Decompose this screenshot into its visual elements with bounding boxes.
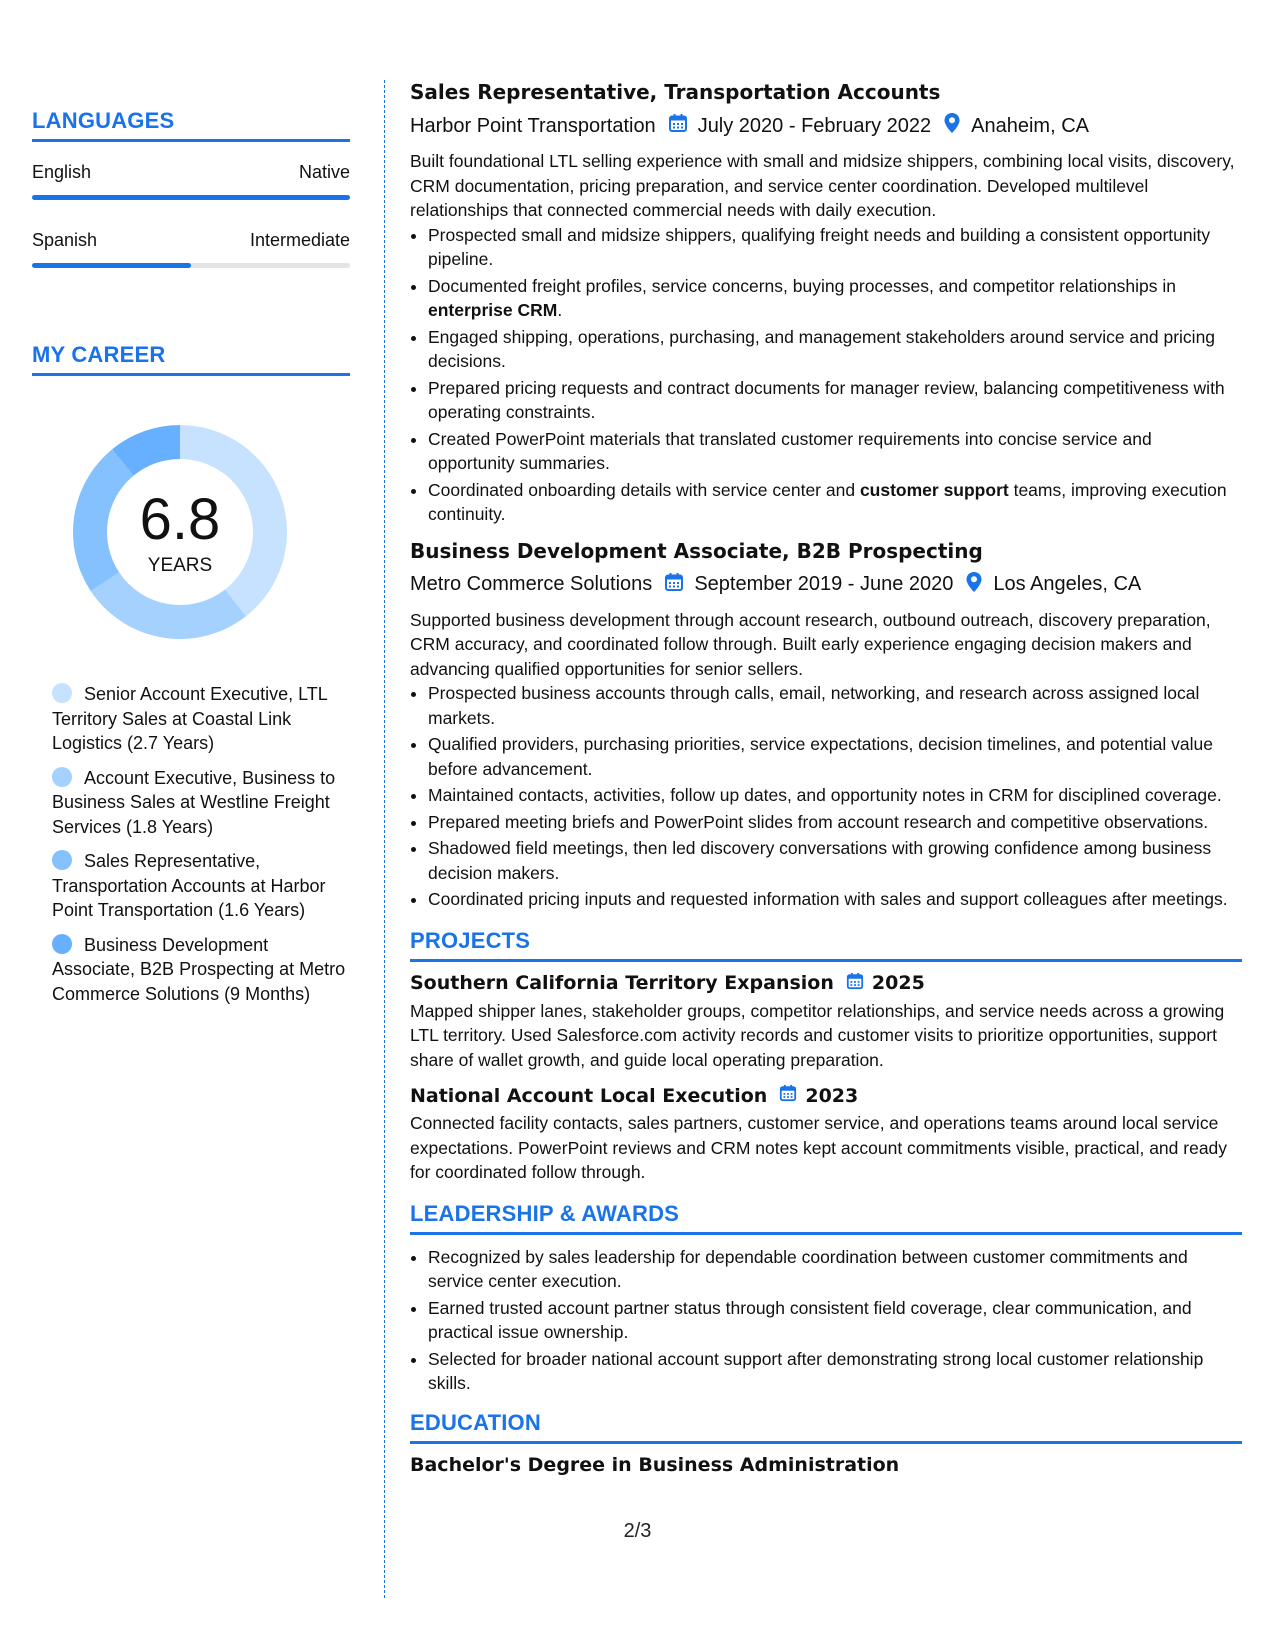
project-title: Southern California Territory Expansion — [410, 972, 834, 994]
language-proficiency-bar — [32, 263, 350, 268]
job-bullet — [428, 732, 1242, 781]
project-year: 2023 — [805, 1084, 859, 1107]
location-pin-icon — [965, 571, 983, 599]
language-level: Native — [298, 162, 350, 182]
job-bullet — [428, 325, 1242, 374]
project-description: Connected facility contacts, sales partners, customer service, and operations teams around local service expectations. PowerPoint reviews and CRM notes kept account commitments visible, practical, and ready for coordinated follow through. — [410, 1113, 1228, 1182]
language-proficiency-bar — [32, 195, 350, 200]
legend-label: Sales Representative, Transportation Accounts at Harbor Point Transportation (1.6 Years) — [52, 851, 326, 920]
language-proficiency-fill — [32, 263, 191, 268]
legend-item — [52, 849, 350, 923]
job-company: Metro Commerce Solutions — [410, 573, 653, 595]
bullet-text: Prospected small and midsize shippers, qualifying freight needs and building a consistent opportunity pipeline. — [428, 224, 1211, 269]
career-section — [32, 342, 350, 1006]
language-proficiency-fill — [32, 195, 350, 200]
legend-dot — [52, 683, 72, 703]
calendar-icon — [846, 972, 864, 995]
job-meta — [410, 112, 1242, 140]
job-entry — [410, 80, 1242, 527]
languages-section — [32, 108, 350, 268]
languages-title: LANGUAGES — [32, 108, 350, 142]
job-entry — [410, 539, 1242, 912]
bullet-text: Created PowerPoint materials that translated customer requirements into concise service and opportunity summaries. — [428, 428, 1152, 473]
job-bullet — [428, 427, 1242, 476]
projects-section — [410, 928, 1242, 1185]
project-entry — [410, 972, 1242, 1073]
projects-title: PROJECTS — [410, 928, 1242, 962]
bullet-bold-text: customer support — [859, 479, 1009, 500]
leadership-bullets — [410, 1245, 1242, 1396]
calendar-icon — [779, 1084, 797, 1107]
education-title: EDUCATION — [410, 1410, 1242, 1444]
bullet-text: Shadowed field meetings, then led discovery conversations with growing confidence among business decision makers. — [428, 838, 1212, 883]
project-title: National Account Local Execution — [410, 1084, 768, 1107]
career-total-years: 6.8 — [139, 487, 221, 552]
column-divider — [384, 80, 385, 1598]
legend-item — [52, 682, 350, 756]
job-dates: September 2019 - June 2020 — [694, 573, 954, 595]
job-summary: Supported business development through account research, outbound outreach, discovery preparation, CRM accuracy, and coordinated follow through. Built early experience engaging decision makers and advancing qualified opportunities for senior sellers. — [410, 609, 1211, 679]
legend-dot — [52, 767, 72, 787]
job-bullet — [428, 376, 1242, 425]
legend-label: Senior Account Executive, LTL Territory Sales at Coastal Link Logistics (2.7 Years) — [52, 684, 328, 753]
bullet-text: Prepared pricing requests and contract documents for manager review, balancing competitiveness with operating constraints. — [428, 377, 1225, 422]
language-name: English — [32, 162, 92, 182]
bullet-text: . — [557, 300, 563, 320]
job-bullet — [428, 836, 1242, 885]
leadership-bullet: • Selected for broader national account support after demonstrating strong local customer relationship skills. — [428, 1347, 1242, 1396]
language-item — [32, 230, 350, 268]
job-location: Anaheim, CA — [971, 114, 1089, 137]
legend-label: Account Executive, Business to Business Sales at Westline Freight Services (1.8 Years) — [52, 767, 336, 837]
bullet-text: Prospected business accounts through calls, email, networking, and research across assigned local markets. — [428, 683, 1200, 728]
bullet-text: Engaged shipping, operations, purchasing, and management stakeholders around service and pricing decisions. — [428, 326, 1216, 371]
bullet-text: Coordinated pricing inputs and requested information with sales and support colleagues after meetings. — [428, 889, 1228, 909]
bullet-text: Documented freight profiles, service concerns, buying processes, and competitor relationships in — [428, 275, 1177, 296]
left-column — [32, 0, 350, 1016]
project-heading — [410, 972, 1242, 995]
education-section — [410, 1410, 1242, 1476]
job-summary: Built foundational LTL selling experience with small and midsize shippers, combining local visits, discovery, CRM documentation, pricing preparation, and service center coordination. Developed multilevel relationships that connected commercial needs with daily execution. — [410, 151, 1235, 220]
job-bullet — [428, 478, 1242, 527]
job-bullet — [428, 274, 1242, 323]
job-bullet — [428, 681, 1242, 730]
job-title: Sales Representative, Transportation Accounts — [410, 80, 941, 104]
job-meta — [410, 571, 1242, 599]
bullet-text: teams, improving execution continuity. — [428, 479, 1227, 524]
calendar-icon — [668, 113, 688, 139]
legend-dot — [52, 850, 72, 870]
language-name: Spanish — [32, 230, 98, 250]
job-bullet — [428, 223, 1242, 272]
bullet-text: Prepared meeting briefs and PowerPoint slides from account research and competitive observations. — [428, 811, 1209, 832]
bullet-text: Maintained contacts, activities, follow up dates, and opportunity notes in CRM for disciplined coverage. — [428, 785, 1222, 805]
bullet-text: Coordinated onboarding details with service center and — [428, 479, 860, 500]
project-year: 2025 — [871, 972, 925, 994]
leadership-section — [410, 1201, 1242, 1396]
legend-dot — [52, 934, 72, 954]
project-heading — [410, 1084, 1242, 1107]
project-entry — [410, 1084, 1242, 1185]
bullet-text: Qualified providers, purchasing priorities, service expectations, decision timelines, and potential value before advancement. — [428, 734, 1213, 779]
job-bullet — [428, 810, 1242, 835]
job-bullet — [428, 783, 1242, 808]
project-description: Mapped shipper lanes, stakeholder groups, competitor relationships, and service needs across a growing LTL territory. Used Salesforce.com activity records and customer visits to prioritize opportunities, support share of wallet growth, and guide local operating preparation. — [410, 1000, 1225, 1070]
leadership-bullet: • Earned trusted account partner status through consistent field coverage, clear communication, and practical issue ownership. — [428, 1296, 1242, 1345]
location-pin-icon — [943, 112, 961, 140]
job-bullets — [410, 223, 1242, 527]
career-years-unit: YEARS — [147, 555, 213, 576]
leadership-bullet: • Recognized by sales leadership for dependable coordination between customer commitments and service center execution. — [428, 1245, 1242, 1294]
leadership-title: LEADERSHIP & AWARDS — [410, 1201, 1242, 1235]
legend-item — [52, 933, 350, 1007]
career-title: MY CAREER — [32, 342, 350, 376]
job-bullets — [410, 681, 1242, 912]
legend-item — [52, 766, 350, 840]
career-donut-chart — [66, 418, 294, 646]
job-title: Business Development Associate, B2B Prospecting — [410, 538, 983, 563]
right-column — [410, 80, 1242, 1476]
job-dates: July 2020 - February 2022 — [697, 114, 932, 137]
page-number: 2/3 — [623, 1520, 652, 1542]
education-degree: Bachelor's Degree in Business Administration — [410, 1453, 900, 1476]
bullet-bold-text: enterprise CRM — [428, 300, 558, 320]
job-location: Los Angeles, CA — [993, 573, 1142, 595]
calendar-icon — [664, 572, 684, 598]
legend-label: Business Development Associate, B2B Prospecting at Metro Commerce Solutions (9 Months) — [52, 934, 346, 1004]
language-level: Intermediate — [249, 230, 350, 250]
job-company: Harbor Point Transportation — [410, 114, 656, 137]
career-legend — [32, 682, 350, 1006]
language-item — [32, 162, 350, 200]
job-bullet — [428, 887, 1242, 912]
